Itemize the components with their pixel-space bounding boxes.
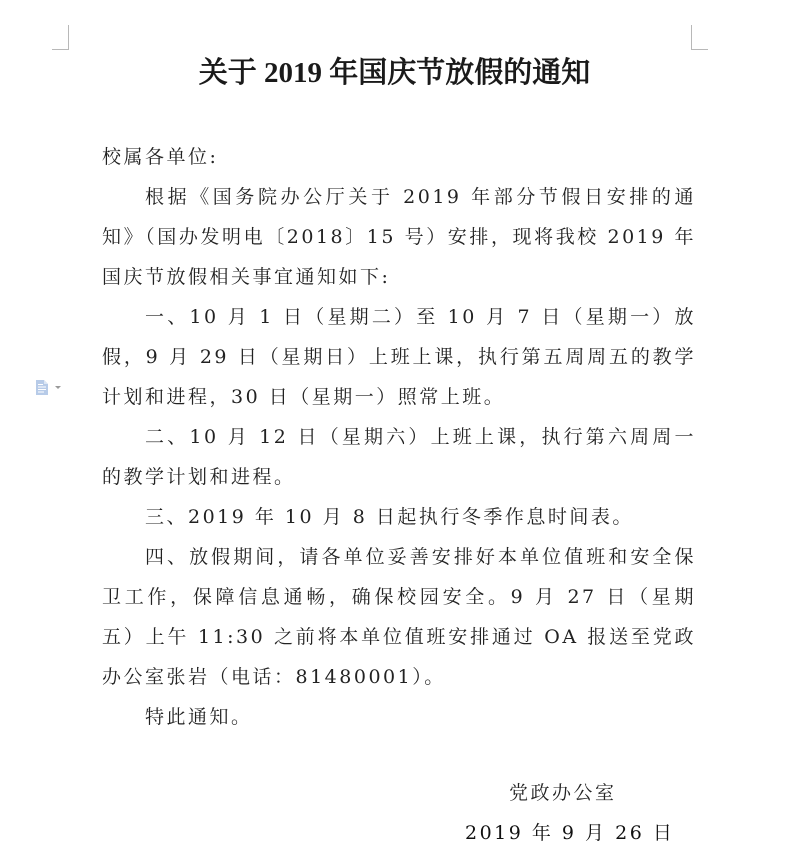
salutation: 校属各单位: — [102, 146, 219, 168]
paragraph-item-3: 三、2019 年 10 月 8 日起执行冬季作息时间表。 — [145, 506, 634, 528]
paragraph-intro: 根据《国务院办公厅关于 2019 年部分节假日安排的通知》（国办发明电〔2018〕15 号）安排，现将我校 2019 年国庆节放假相关事宜通知如下: — [102, 186, 696, 288]
paragraph-options-button[interactable] — [36, 380, 61, 395]
signature-date: 2019 年 9 月 26 日 — [465, 822, 675, 844]
paragraph-item-2: 二、10 月 12 日（星期六）上班上课，执行第六周周一的教学计划和进程。 — [102, 426, 696, 488]
document-title: 关于 2019 年国庆节放假的通知 — [198, 57, 591, 89]
paragraph-item-4: 四、放假期间，请各单位妥善安排好本单位值班和安全保卫工作，保障信息通畅，确保校园安全。9 月 27 日（星期五）上午 11:30 之前将本单位值班安排通过 OA 报送至党政办公室张岩（电话：81480001）。 — [102, 546, 696, 688]
page-margin-corner-top-right — [691, 25, 708, 50]
paragraph-item-1: 一、10 月 1 日（星期二）至 10 月 7 日（星期一）放假，9 月 29 日（星期日）上班上课，执行第五周周五的教学计划和进程，30 日（星期一）照常上班。 — [102, 306, 696, 408]
document-body — [102, 137, 696, 737]
paragraph-closing: 特此通知。 — [145, 706, 253, 728]
document-icon — [36, 380, 48, 395]
page-margin-corner-top-left — [52, 25, 69, 50]
chevron-down-icon — [55, 386, 61, 389]
signature-organization: 党政办公室 — [509, 782, 617, 804]
